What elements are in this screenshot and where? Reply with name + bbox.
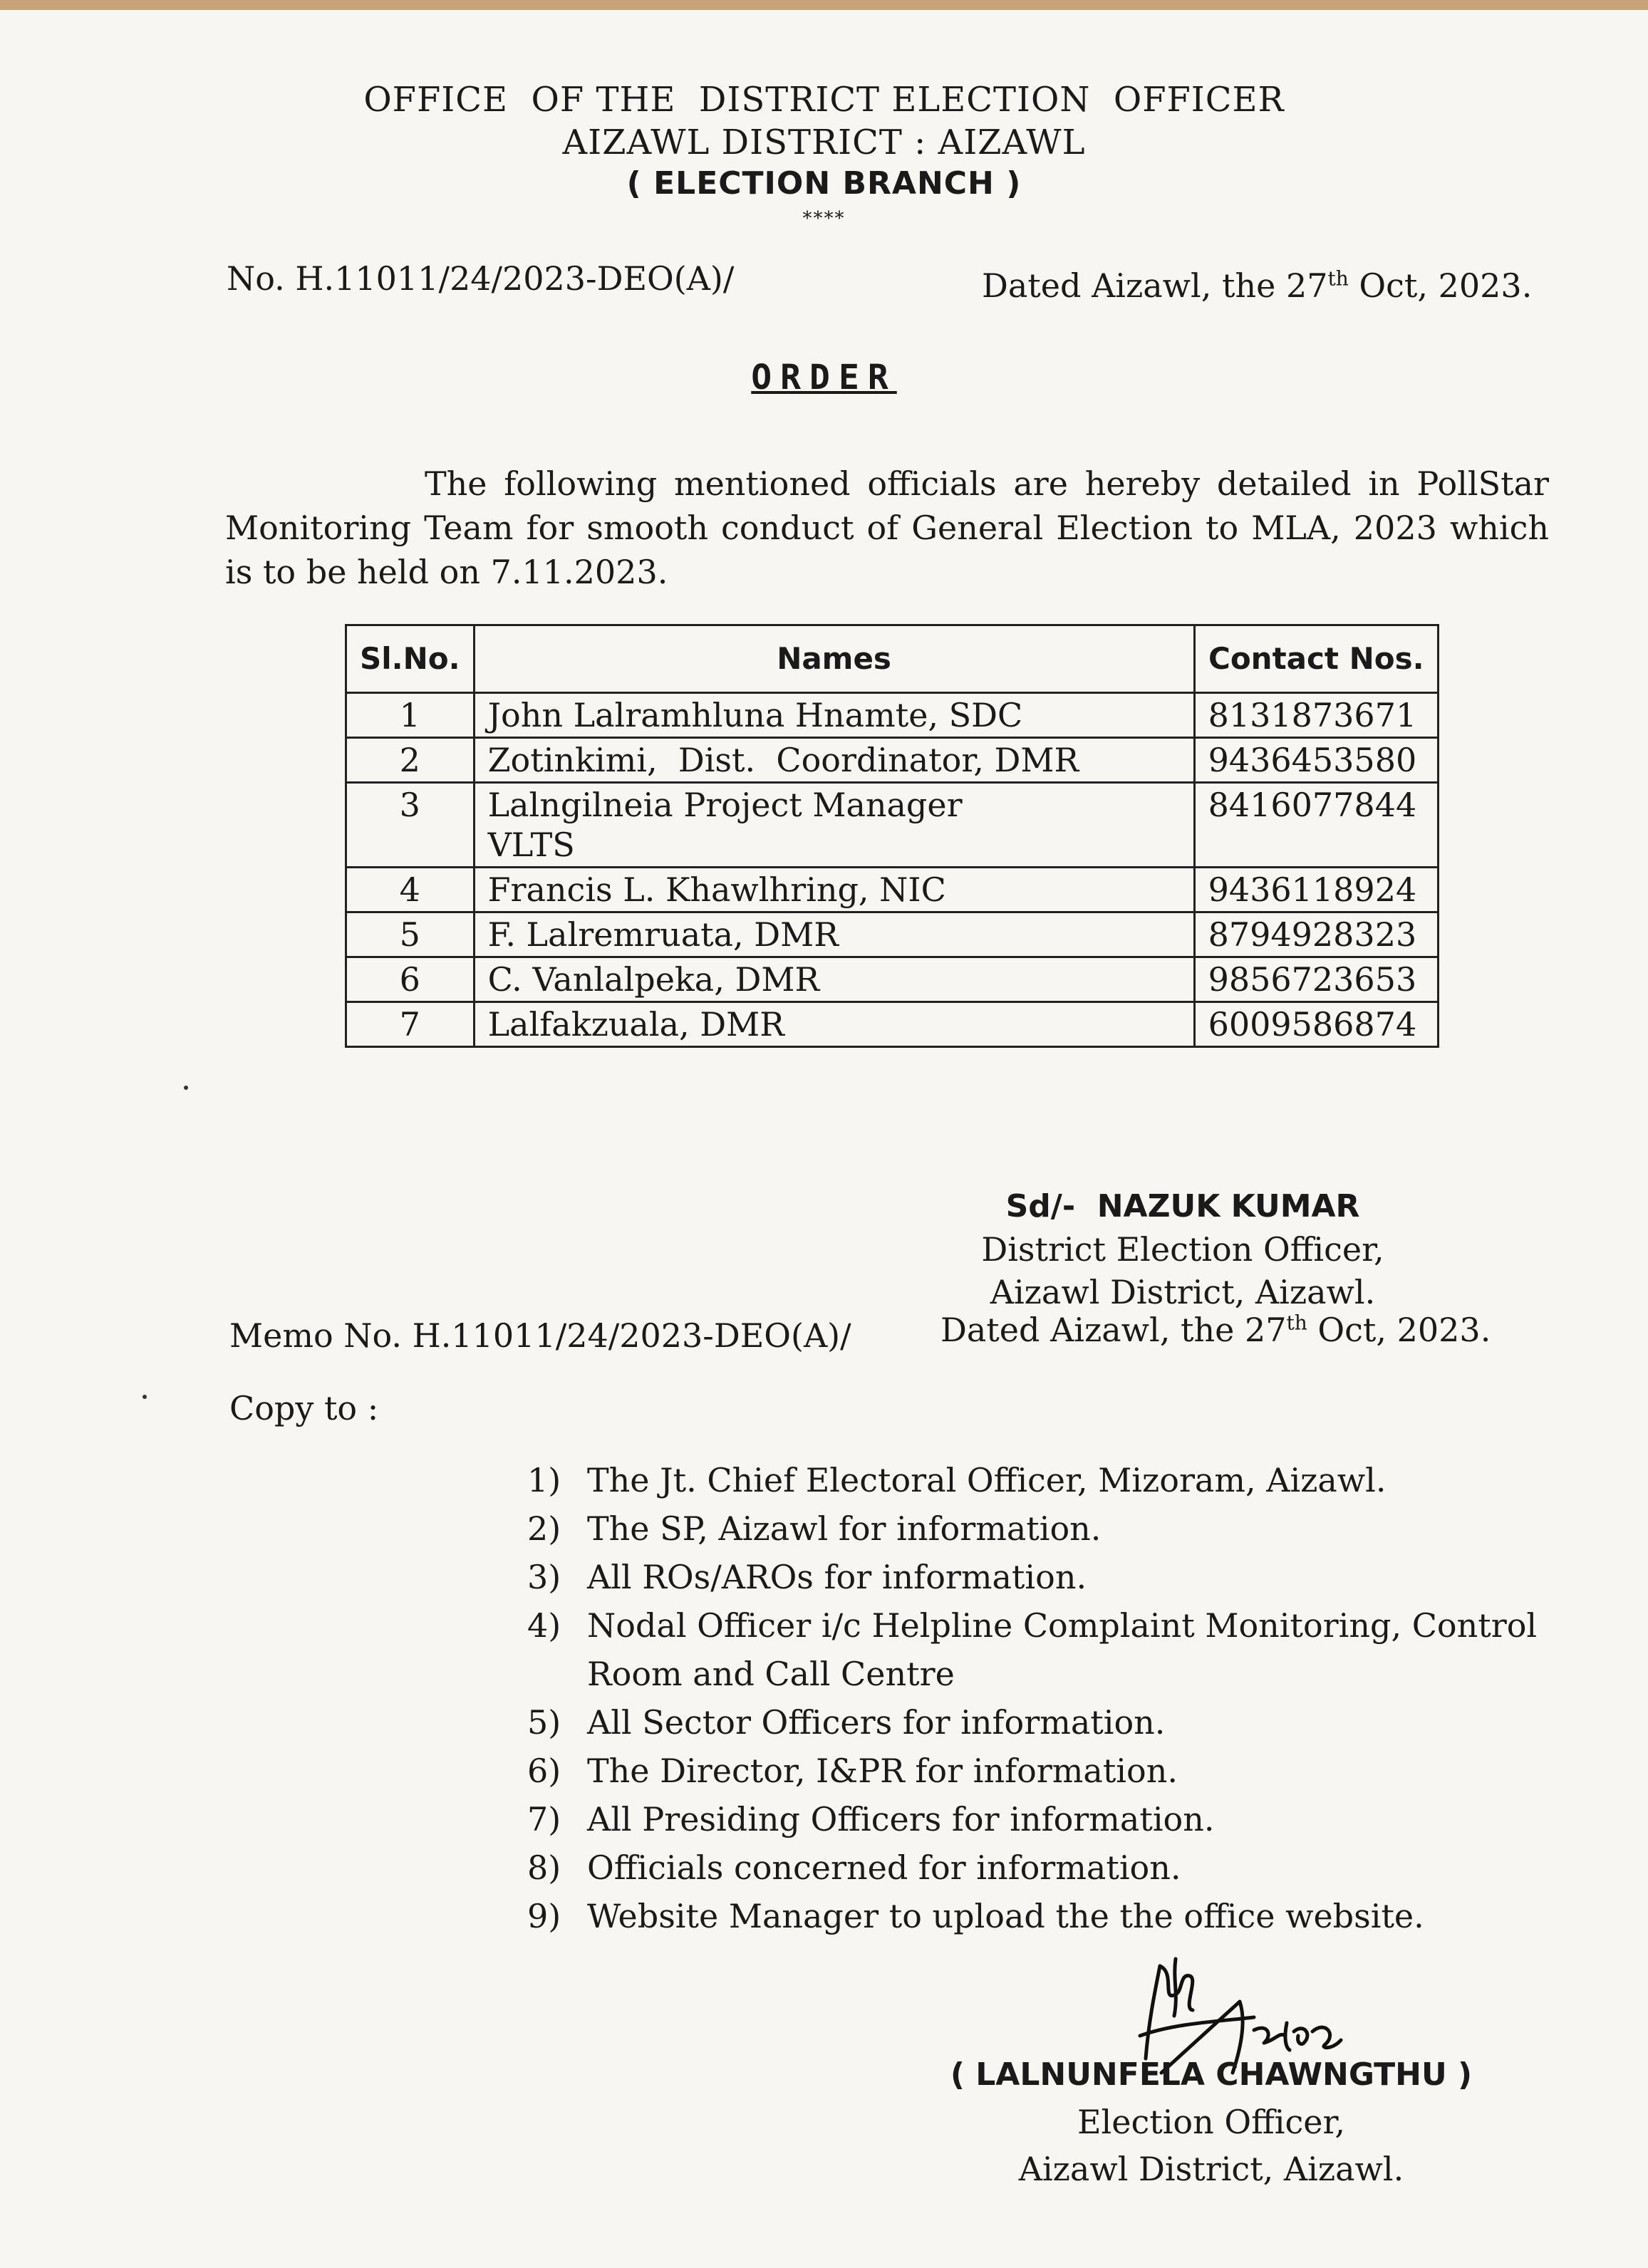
list-item-number: 2) bbox=[527, 1509, 561, 1548]
cell-contact: 8416077844 bbox=[1194, 783, 1438, 868]
list-item bbox=[527, 1456, 1567, 1504]
cell-slno: 5 bbox=[346, 912, 475, 957]
list-item-text: All Presiding Officers for information. bbox=[587, 1800, 1215, 1838]
reference-date-prefix: Dated Aizawl, the 27 bbox=[982, 266, 1328, 305]
cell-name: F. Lalremruata, DMR bbox=[474, 912, 1194, 957]
cell-contact: 9436118924 bbox=[1194, 868, 1438, 912]
memo-date bbox=[940, 1311, 1491, 1349]
list-item bbox=[527, 1795, 1567, 1843]
reference-number: No. H.11011/24/2023-DEO(A)/ bbox=[227, 259, 735, 298]
table-row bbox=[346, 957, 1439, 1002]
copy-list bbox=[527, 1456, 1567, 1940]
ink-speck bbox=[184, 1086, 188, 1090]
memo-date-sup: th bbox=[1286, 1311, 1307, 1335]
cell-contact: 9436453580 bbox=[1194, 738, 1438, 783]
memo-number: Memo No. H.11011/24/2023-DEO(A)/ bbox=[229, 1316, 851, 1355]
cell-name: Lalngilneia Project Manager VLTS bbox=[474, 783, 1194, 868]
signatory-2-name: ( LALNUNFELA CHAWNGTHU ) bbox=[950, 2056, 1473, 2093]
memo-date-prefix: Dated Aizawl, the 27 bbox=[940, 1311, 1287, 1349]
paper-edge bbox=[0, 0, 1648, 10]
list-item-number: 8) bbox=[527, 1848, 561, 1887]
list-item-text: Website Manager to upload the the office website. bbox=[587, 1897, 1424, 1935]
list-item-text: Officials concerned for information. bbox=[587, 1848, 1181, 1887]
cell-slno: 1 bbox=[346, 693, 475, 738]
list-item-number: 5) bbox=[527, 1703, 561, 1742]
signatory-block-1 bbox=[976, 1185, 1389, 1314]
header-contact: Contact Nos. bbox=[1194, 625, 1438, 693]
list-item bbox=[527, 1504, 1567, 1553]
list-item-text: The Jt. Chief Electoral Officer, Mizoram, Aizawl. bbox=[587, 1461, 1387, 1499]
cell-slno: 4 bbox=[346, 868, 475, 912]
cell-contact: 8131873671 bbox=[1194, 693, 1438, 738]
list-item-text: All Sector Officers for information. bbox=[587, 1703, 1166, 1742]
signatory-2-designation: Election Officer, bbox=[1077, 2103, 1346, 2141]
cell-contact: 9856723653 bbox=[1194, 957, 1438, 1002]
list-item bbox=[527, 1892, 1567, 1940]
header-names: Names bbox=[474, 625, 1194, 693]
order-body: The following mentioned officials are hereby detailed in PollStar Monitoring Team for smooth conduct of General Election to MLA, 2023 which is to be held on 7.11.2023. bbox=[225, 464, 1549, 591]
list-item bbox=[527, 1843, 1567, 1892]
list-item-number: 1) bbox=[527, 1461, 561, 1499]
table-row bbox=[346, 868, 1439, 912]
list-item bbox=[527, 1747, 1567, 1795]
reference-date-sup: th bbox=[1327, 266, 1349, 291]
list-item bbox=[527, 1553, 1567, 1601]
table-row bbox=[346, 1002, 1439, 1047]
cell-contact: 6009586874 bbox=[1194, 1002, 1438, 1047]
signatory-1-designation: District Election Officer, bbox=[981, 1230, 1384, 1269]
table-header-row bbox=[346, 625, 1439, 693]
header-slno: Sl.No. bbox=[346, 625, 475, 693]
table-row bbox=[346, 783, 1439, 868]
list-item-text: Nodal Officer i/c Helpline Complaint Monitoring, Control Room and Call Centre bbox=[587, 1606, 1538, 1693]
reference-date-suffix: Oct, 2023. bbox=[1348, 266, 1533, 305]
signatory-1-name: Sd/- NAZUK KUMAR bbox=[1005, 1188, 1360, 1224]
copy-to-label: Copy to : bbox=[229, 1389, 379, 1427]
signatory-2-place: Aizawl District, Aizawl. bbox=[1018, 2150, 1404, 2188]
list-item-number: 6) bbox=[527, 1752, 561, 1790]
list-item-number: 9) bbox=[527, 1897, 561, 1935]
order-title: ORDER bbox=[751, 358, 897, 397]
office-heading: OFFICE OF THE DISTRICT ELECTION OFFICER bbox=[363, 80, 1285, 120]
cell-name: John Lalramhluna Hnamte, SDC bbox=[474, 693, 1194, 738]
ink-speck bbox=[142, 1395, 147, 1399]
list-item bbox=[527, 1601, 1567, 1698]
list-item-text: The Director, I&PR for information. bbox=[587, 1752, 1178, 1790]
cell-slno: 7 bbox=[346, 1002, 475, 1047]
list-item-text: The SP, Aizawl for information. bbox=[587, 1509, 1102, 1548]
list-item-number: 3) bbox=[527, 1558, 561, 1596]
list-item-number: 7) bbox=[527, 1800, 561, 1838]
signatory-block-2 bbox=[926, 2051, 1496, 2192]
cell-name: C. Vanlalpeka, DMR bbox=[474, 957, 1194, 1002]
cell-contact: 8794928323 bbox=[1194, 912, 1438, 957]
officials-table bbox=[345, 624, 1439, 1048]
cell-slno: 6 bbox=[346, 957, 475, 1002]
district-heading: AIZAWL DISTRICT : AIZAWL bbox=[562, 123, 1086, 162]
cell-slno: 2 bbox=[346, 738, 475, 783]
branch-heading: ( ELECTION BRANCH ) bbox=[626, 165, 1022, 202]
table-row bbox=[346, 693, 1439, 738]
table-row bbox=[346, 738, 1439, 783]
cell-name: Lalfakzuala, DMR bbox=[474, 1002, 1194, 1047]
memo-date-suffix: Oct, 2023. bbox=[1307, 1311, 1491, 1349]
list-item-text: All ROs/AROs for information. bbox=[587, 1558, 1087, 1596]
cell-name: Francis L. Khawlhring, NIC bbox=[474, 868, 1194, 912]
table-row bbox=[346, 912, 1439, 957]
separator-stars: **** bbox=[802, 208, 846, 229]
signatory-1-place: Aizawl District, Aizawl. bbox=[990, 1273, 1376, 1311]
list-item-number: 4) bbox=[527, 1606, 561, 1645]
list-item bbox=[527, 1698, 1567, 1747]
cell-slno: 3 bbox=[346, 783, 475, 868]
cell-name: Zotinkimi, Dist. Coordinator, DMR bbox=[474, 738, 1194, 783]
reference-date bbox=[982, 266, 1532, 305]
